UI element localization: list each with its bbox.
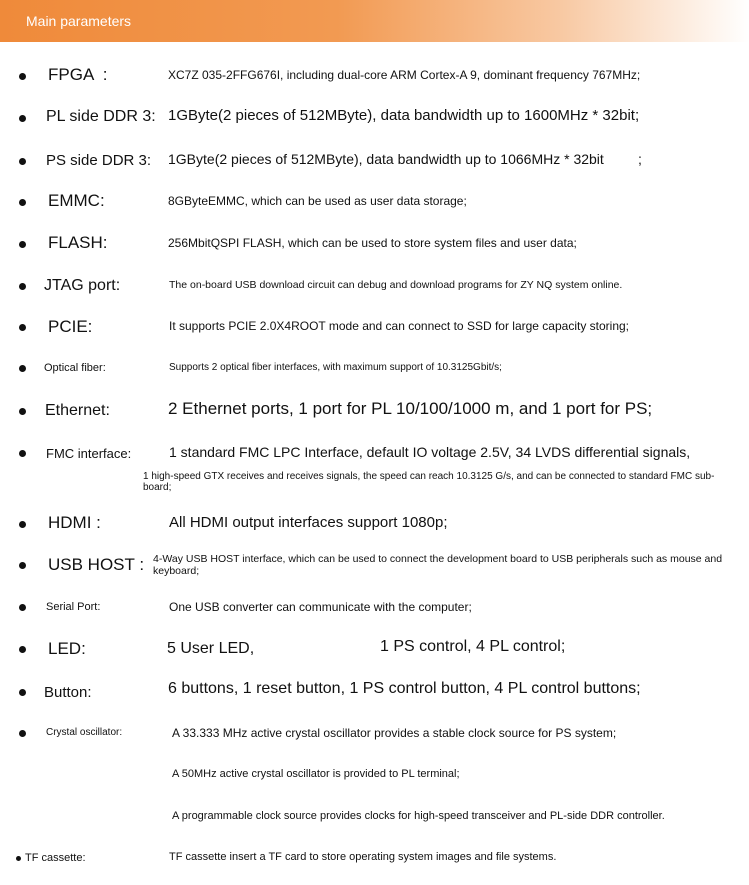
param-label: PCIE: <box>48 317 93 336</box>
param-row-crystal-50mhz <box>0 767 749 785</box>
param-row-pl-ddr3 <box>0 106 749 128</box>
param-row-ethernet <box>0 399 749 423</box>
param-label: Serial Port: <box>46 601 101 613</box>
param-row-serial-port <box>0 598 749 616</box>
param-subvalue: 1 high-speed GTX receives and receives signals, the speed can reach 10.3125 G/s, and can be connected to standard FMC sub-board; <box>143 471 715 493</box>
param-label: TF cassette: <box>25 852 86 864</box>
bullet-icon <box>19 450 26 457</box>
param-row-emmc <box>0 190 749 212</box>
param-value: 5 User LED, <box>167 640 255 657</box>
param-row-pcie <box>0 316 749 338</box>
param-value: Supports 2 optical fiber interfaces, with maximum support of 10.3125Gbit/s; <box>169 362 502 373</box>
param-value: 256MbitQSPI FLASH, which can be used to store system files and user data; <box>168 236 577 250</box>
trailing-mark: ; <box>638 151 642 167</box>
param-label: JTAG port: <box>44 277 121 294</box>
param-value: 1GByte(2 pieces of 512MByte), data bandwidth up to 1600MHz * 32bit; <box>168 107 640 124</box>
bullet-icon <box>19 283 26 290</box>
param-row-optical-fiber <box>0 360 749 378</box>
bullet-icon <box>19 689 26 696</box>
param-label: FLASH: <box>48 233 108 252</box>
param-row-button <box>0 680 749 704</box>
param-label: PS side DDR 3: <box>46 152 152 169</box>
param-row-usb-host <box>0 553 749 579</box>
bullet-icon <box>19 562 26 569</box>
param-label: Optical fiber: <box>44 362 106 374</box>
param-value: TF cassette insert a TF card to store operating system images and file systems. <box>169 851 557 863</box>
param-value: A 50MHz active crystal oscillator is provided to PL terminal; <box>172 768 460 780</box>
bullet-icon <box>19 604 26 611</box>
bullet-icon <box>19 408 26 415</box>
param-label: Crystal oscillator: <box>46 727 123 738</box>
param-value-secondary: 1 PS control, 4 PL control; <box>380 638 566 655</box>
bullet-icon <box>19 158 26 165</box>
param-label: FMC interface: <box>46 446 132 461</box>
param-value: 1 standard FMC LPC Interface, default IO voltage 2.5V, 34 LVDS differential signals, <box>169 444 691 460</box>
param-value: All HDMI output interfaces support 1080p; <box>169 514 448 531</box>
param-label: HDMI : <box>48 513 101 532</box>
param-value: It supports PCIE 2.0X4ROOT mode and can connect to SSD for large capacity storing; <box>169 319 630 333</box>
param-value: 6 buttons, 1 reset button, 1 PS control button, 4 PL control buttons; <box>168 680 641 697</box>
bullet-icon <box>19 646 26 653</box>
param-label: Ethernet: <box>45 402 110 419</box>
bullet-icon <box>19 730 26 737</box>
param-label: FPGA : <box>48 65 108 84</box>
param-value: 2 Ethernet ports, 1 port for PL 10/100/1000 m, and 1 port for PS; <box>168 399 653 418</box>
param-row-hdmi <box>0 512 749 534</box>
param-label: USB HOST : <box>48 555 145 574</box>
param-value: A programmable clock source provides clocks for high-speed transceiver and PL-side DDR controller. <box>172 810 665 822</box>
param-value: 1GByte(2 pieces of 512MByte), data bandwidth up to 1066MHz * 32bit <box>168 151 604 167</box>
param-row-jtag <box>0 275 749 297</box>
param-value: One USB converter can communicate with the computer; <box>169 600 472 614</box>
param-row-crystal-oscillator <box>0 725 749 743</box>
param-row-fmc <box>0 443 749 495</box>
param-value: The on-board USB download circuit can debug and download programs for ZY NQ system online. <box>169 279 623 291</box>
bullet-icon <box>19 324 26 331</box>
param-row-tf-cassette <box>0 850 749 868</box>
param-value: A 33.333 MHz active crystal oscillator provides a stable clock source for PS system; <box>172 726 617 740</box>
param-label: EMMC: <box>48 191 105 210</box>
bullet-icon <box>19 521 26 528</box>
param-label: PL side DDR 3: <box>46 108 156 125</box>
param-row-led <box>0 637 749 661</box>
param-label: Button: <box>44 684 92 701</box>
bullet-icon <box>16 856 21 861</box>
param-row-fpga <box>0 64 749 86</box>
param-value: 4-Way USB HOST interface, which can be used to connect the development board to USB peripherals such as mouse and keyboard; <box>153 553 723 577</box>
bullet-icon <box>19 199 26 206</box>
bullet-icon <box>19 73 26 80</box>
bullet-icon <box>19 115 26 122</box>
param-value: XC7Z 035-2FFG676I, including dual-core ARM Cortex-A 9, dominant frequency 767MHz; <box>168 68 641 82</box>
param-row-programmable-clock <box>0 809 749 827</box>
bullet-icon <box>19 365 26 372</box>
bullet-icon <box>19 241 26 248</box>
section-title: Main parameters <box>26 13 132 29</box>
param-value: 8GByteEMMC, which can be used as user data storage; <box>168 194 467 208</box>
param-label: LED: <box>48 639 86 658</box>
param-row-ps-ddr3 <box>0 149 749 171</box>
section-header <box>0 0 749 42</box>
param-row-flash <box>0 232 749 254</box>
